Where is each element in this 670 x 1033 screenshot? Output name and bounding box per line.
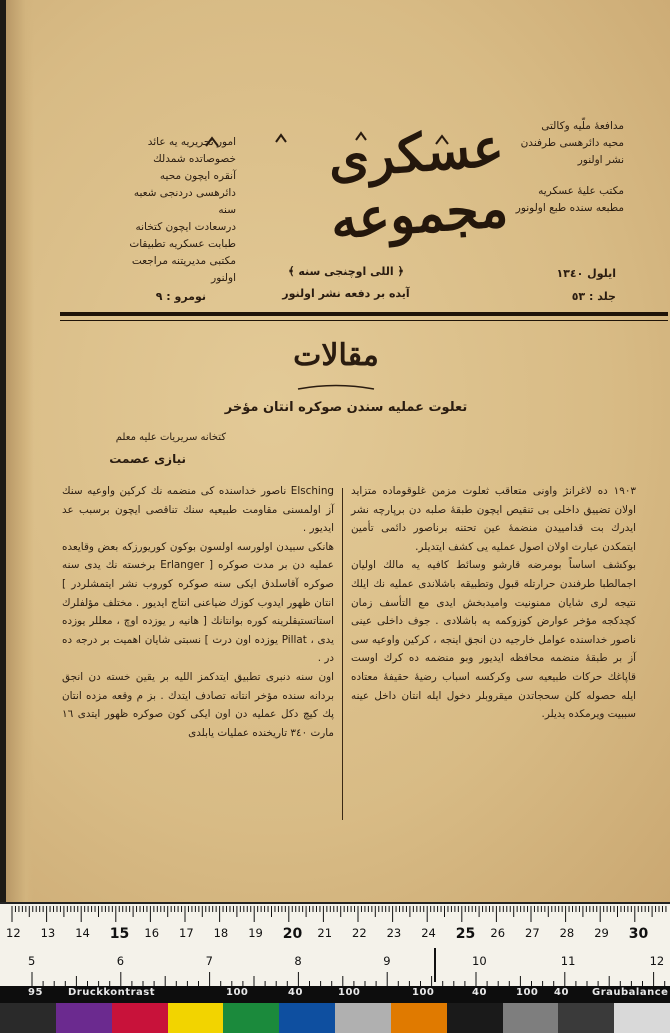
ruler-cm-label: 25 (455, 926, 476, 942)
page-binding-shadow (6, 0, 34, 905)
journal-title: عسكرى مجموعه (326, 116, 510, 252)
paragraph: اون سنه دنبرى تطبيق ايتدكمز الليه بر يقين خسته دن انجق بردانه سنده مؤخر انتانه تصادف ايتدك . بز م وقعه مزده انتان پك كيچ دكل عمليه دن اون ايكى كون صوكره ظهور ايتدى ١٦ مارت ٣٤٠ تاريخنده عمليات يابلدى (62, 670, 334, 739)
color-patch (335, 1003, 391, 1033)
ruler-cm-label: 15 (109, 926, 130, 942)
strip-label: 40 (554, 987, 569, 998)
ruler-cm-label: 22 (352, 926, 367, 940)
ruler-cm-label: 28 (559, 926, 575, 940)
ruler-inch-label: 11 (560, 954, 576, 968)
issue-frequency: آيده بر دفعه نشر اولنور (282, 287, 410, 300)
ruler-cm-label: 18 (213, 926, 229, 940)
section-underline-icon (296, 384, 376, 394)
color-patch (223, 1003, 279, 1033)
color-patch (391, 1003, 447, 1033)
ruler-cm-label: 12 (6, 926, 21, 940)
ruler-cm-label: 30 (628, 926, 649, 942)
ruler-cm-label: 26 (490, 926, 506, 940)
issue-date: ايلول ١٣٤٠ (556, 267, 616, 280)
color-patch (447, 1003, 503, 1033)
strip-label: Druckkontrast (68, 987, 155, 998)
color-patch (614, 1003, 670, 1033)
volume-number: جلد : ٥٣ (571, 290, 616, 303)
contact-line: درسعادت ايچون كتخانه (135, 221, 236, 233)
article-column-right (351, 482, 636, 724)
publisher-line: مدافعهٔ ملّيه وكالتى (541, 120, 624, 132)
ruler-cm-label: 29 (594, 926, 609, 940)
printer-line: مكتب عليهٔ عسكريه (538, 185, 624, 197)
masthead-rule-thick (60, 312, 668, 316)
strip-label: 40 (472, 987, 487, 998)
issue-number: نومرو : ٩ (155, 290, 206, 303)
ruler-inch-label: 5 (28, 954, 36, 968)
contact-line: خصوصاتده شمدلك (153, 153, 236, 165)
contact-line: مكتبى مديريتنه مراجعت (131, 255, 236, 267)
year-subtitle: ﴿ اللى اوچنجى سنه ﴾ (288, 265, 404, 278)
strip-label: 100 (516, 987, 539, 998)
ruler-inch-label: 7 (205, 954, 213, 968)
contact-line: آنقره ايچون محيه (159, 170, 236, 182)
publisher-info (504, 118, 624, 217)
ruler-ticks (0, 904, 670, 988)
article-title: تعلوت عمليه سندن صوكره انتان مؤخر (224, 400, 468, 415)
column-divider (342, 488, 343, 820)
ruler-inch-label: 12 (649, 954, 665, 968)
strip-label: 95 (28, 987, 43, 998)
color-patch (56, 1003, 112, 1033)
color-patch (558, 1003, 614, 1033)
masthead-rule-thin (60, 320, 668, 321)
paragraph: ١٩٠٣ ده لاغرانژ واونى متعاقب ثعلوت مزمن غلوقوماده متزايد اولان تضييق داخلى بى تنقيص ايچون طبقهٔ صلبه دن برپارچه نشر ايدرك بت قدامييدن منضمهٔ عين تحتنه برناصور دائمى تأمين ايتمكدن عبارت اولان اصول عمليه يى كشف ايتديلر. (351, 485, 636, 553)
ruler-cm-label: 14 (75, 926, 90, 940)
publisher-line: نشر اولنور (577, 154, 624, 166)
color-patch (112, 1003, 168, 1033)
ruler-cm-label: 23 (386, 926, 402, 940)
ruler-cm-label: 20 (282, 926, 303, 942)
author-role: كتخانه سريريات عليه معلم (115, 432, 226, 443)
journal-page (6, 0, 670, 905)
author-name: نيازى عصمت (109, 452, 186, 466)
contact-line: طبابت عسكريه تطبيقات (129, 238, 236, 250)
ruler-cm-label: 17 (179, 926, 194, 940)
ruler-cm-label: 21 (317, 926, 333, 940)
section-title: مقالات (293, 338, 379, 373)
ruler-cm-label: 27 (525, 926, 540, 940)
strip-label: 100 (226, 987, 249, 998)
article-column-left (62, 482, 334, 742)
paragraph: بوكشف اساساً بومرضه قارشو وسائط كافيه يه مالك اوليان اجمالطبا طرفندن حرارتله قبول وتطبيقه باشلاندى عمليه نك ايلك نتيجه لرى شايان ممنونيت واميدبخش ايدى مع التأسف زمان كچدكجه مؤخر عوارض كوزوكمه يه باشلادى . جوف داخلى عينى ناصور خداسنده عوامل خارجيه دن انجق اينجه ، كركين واوعيه سى آز بر طبقهٔ منضمه محافظه ايديور وبو منضمه ده كرك اوست قاپاغك حركات طبيعيه سى وكركسه اسباب رضيهٔ حقيفهٔ معتاده ايله حصوله كلن سحجاتدن ميقروبلر دخول ايله انتان داخل عينه سببيت ويرمكده يديلر. (351, 559, 636, 721)
color-patch (279, 1003, 335, 1033)
strip-label: Graubalance (592, 987, 669, 998)
publisher-line: محيه دائرهسى طرفندن (520, 137, 624, 149)
color-patch (168, 1003, 224, 1033)
ruler-cm-label: 16 (144, 926, 160, 940)
color-control-strip (0, 986, 670, 1033)
ruler-inch-label: 6 (116, 954, 125, 968)
strip-label: 100 (338, 987, 361, 998)
ruler-inch-label: 9 (383, 954, 391, 968)
color-patch (503, 1003, 559, 1033)
ruler-cm-label: 13 (40, 926, 56, 940)
strip-label: 40 (288, 987, 303, 998)
color-patch (0, 1003, 56, 1033)
ruler-inch-label: 8 (294, 954, 302, 968)
ruler-inch-label: 10 (472, 954, 487, 968)
printer-line: مطبعه سنده طبع اولونور (515, 202, 624, 214)
contact-line: دائرهسى دردنجى شعبه سنه (133, 187, 236, 216)
paragraph: هانكى سبيدن اولورسه اولسون بوكون كوريورزكه بعض وقايعده عمليه دن بر مدت صوكره [ Erlanger برخسته نك يدى سنه صوكره آقاسلدق ايكى سنه صوكره كوروب نشر ايتمشلردر ] انتان ظهور ايدوب كوزك ضياعنى انتاج ايديور . مختلف مؤلفلرك استاتستيقلرينه كوره بوانتانك [ هانيه ر يوزده اوچ ، معللر يوزده يدى ، Pillat يوزده اون درت ] نسبتى شايان اهميت بر درجه ده در . (62, 540, 334, 665)
contact-line: امور تحريريه يه عائد (147, 136, 236, 148)
contact-line: اولنور (211, 272, 236, 284)
paragraph: Elsching ناصور خداسنده كى منضمه نك كركين واوعيه سنك آز اولمسنى مقاومت طبيعيه سنك تناقصى ايچون برسبب عد ايديور . (62, 485, 334, 535)
measurement-ruler (0, 902, 670, 988)
ruler-cm-label: 19 (248, 926, 263, 940)
ruler-cm-label: 24 (421, 926, 436, 940)
strip-label: 100 (412, 987, 435, 998)
